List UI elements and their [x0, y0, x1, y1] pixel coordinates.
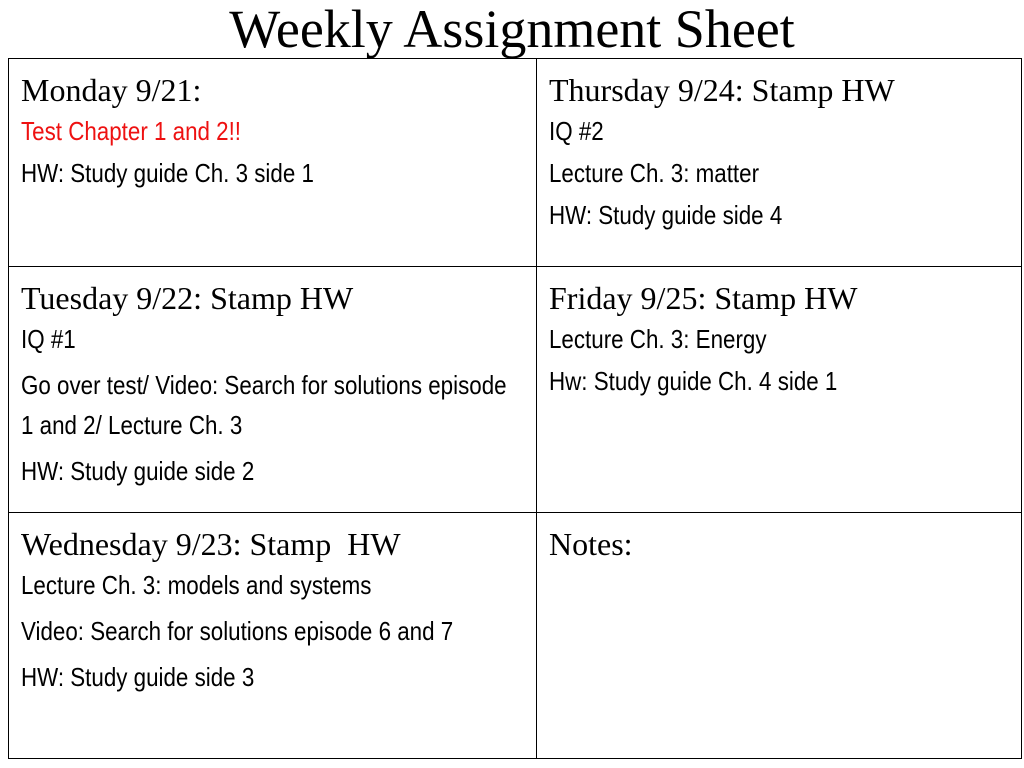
wednesday-homework-item: HW: Study guide side 3 [21, 662, 255, 692]
table-row [9, 267, 1022, 513]
friday-item-1: Lecture Ch. 3: Energy [549, 324, 767, 354]
assignment-table [8, 58, 1022, 759]
wednesday-cell [9, 513, 537, 759]
friday-homework-item: Hw: Study guide Ch. 4 side 1 [549, 366, 838, 396]
friday-cell [537, 267, 1022, 513]
thursday-heading: Thursday 9/24: Stamp HW [549, 72, 895, 108]
monday-test-item: Test Chapter 1 and 2!! [21, 116, 242, 146]
page-title: Weekly Assignment Sheet [229, 0, 795, 59]
monday-cell [9, 59, 537, 267]
tuesday-item-2: Go over test/ Video: Search for solutions episode 1 and 2/ Lecture Ch. 3 [21, 370, 507, 440]
monday-heading: Monday 9/21: [21, 72, 202, 108]
thursday-cell [537, 59, 1022, 267]
table-row [9, 513, 1022, 759]
tuesday-heading: Tuesday 9/22: Stamp HW [21, 280, 354, 316]
thursday-item-2: Lecture Ch. 3: matter [549, 158, 760, 188]
tuesday-item-1: IQ #1 [21, 324, 76, 354]
tuesday-homework-item: HW: Study guide side 2 [21, 456, 255, 486]
table-row [9, 59, 1022, 267]
wednesday-item-1: Lecture Ch. 3: models and systems [21, 570, 372, 600]
thursday-homework-item: HW: Study guide side 4 [549, 200, 783, 230]
notes-heading: Notes: [549, 526, 633, 562]
thursday-item-1: IQ #2 [549, 116, 604, 146]
monday-homework-item: HW: Study guide Ch. 3 side 1 [21, 158, 314, 188]
friday-heading: Friday 9/25: Stamp HW [549, 280, 858, 316]
tuesday-cell [9, 267, 537, 513]
wednesday-item-2: Video: Search for solutions episode 6 and 7 [21, 616, 454, 646]
notes-cell [537, 513, 1022, 759]
wednesday-heading: Wednesday 9/23: Stamp HW [21, 526, 401, 562]
